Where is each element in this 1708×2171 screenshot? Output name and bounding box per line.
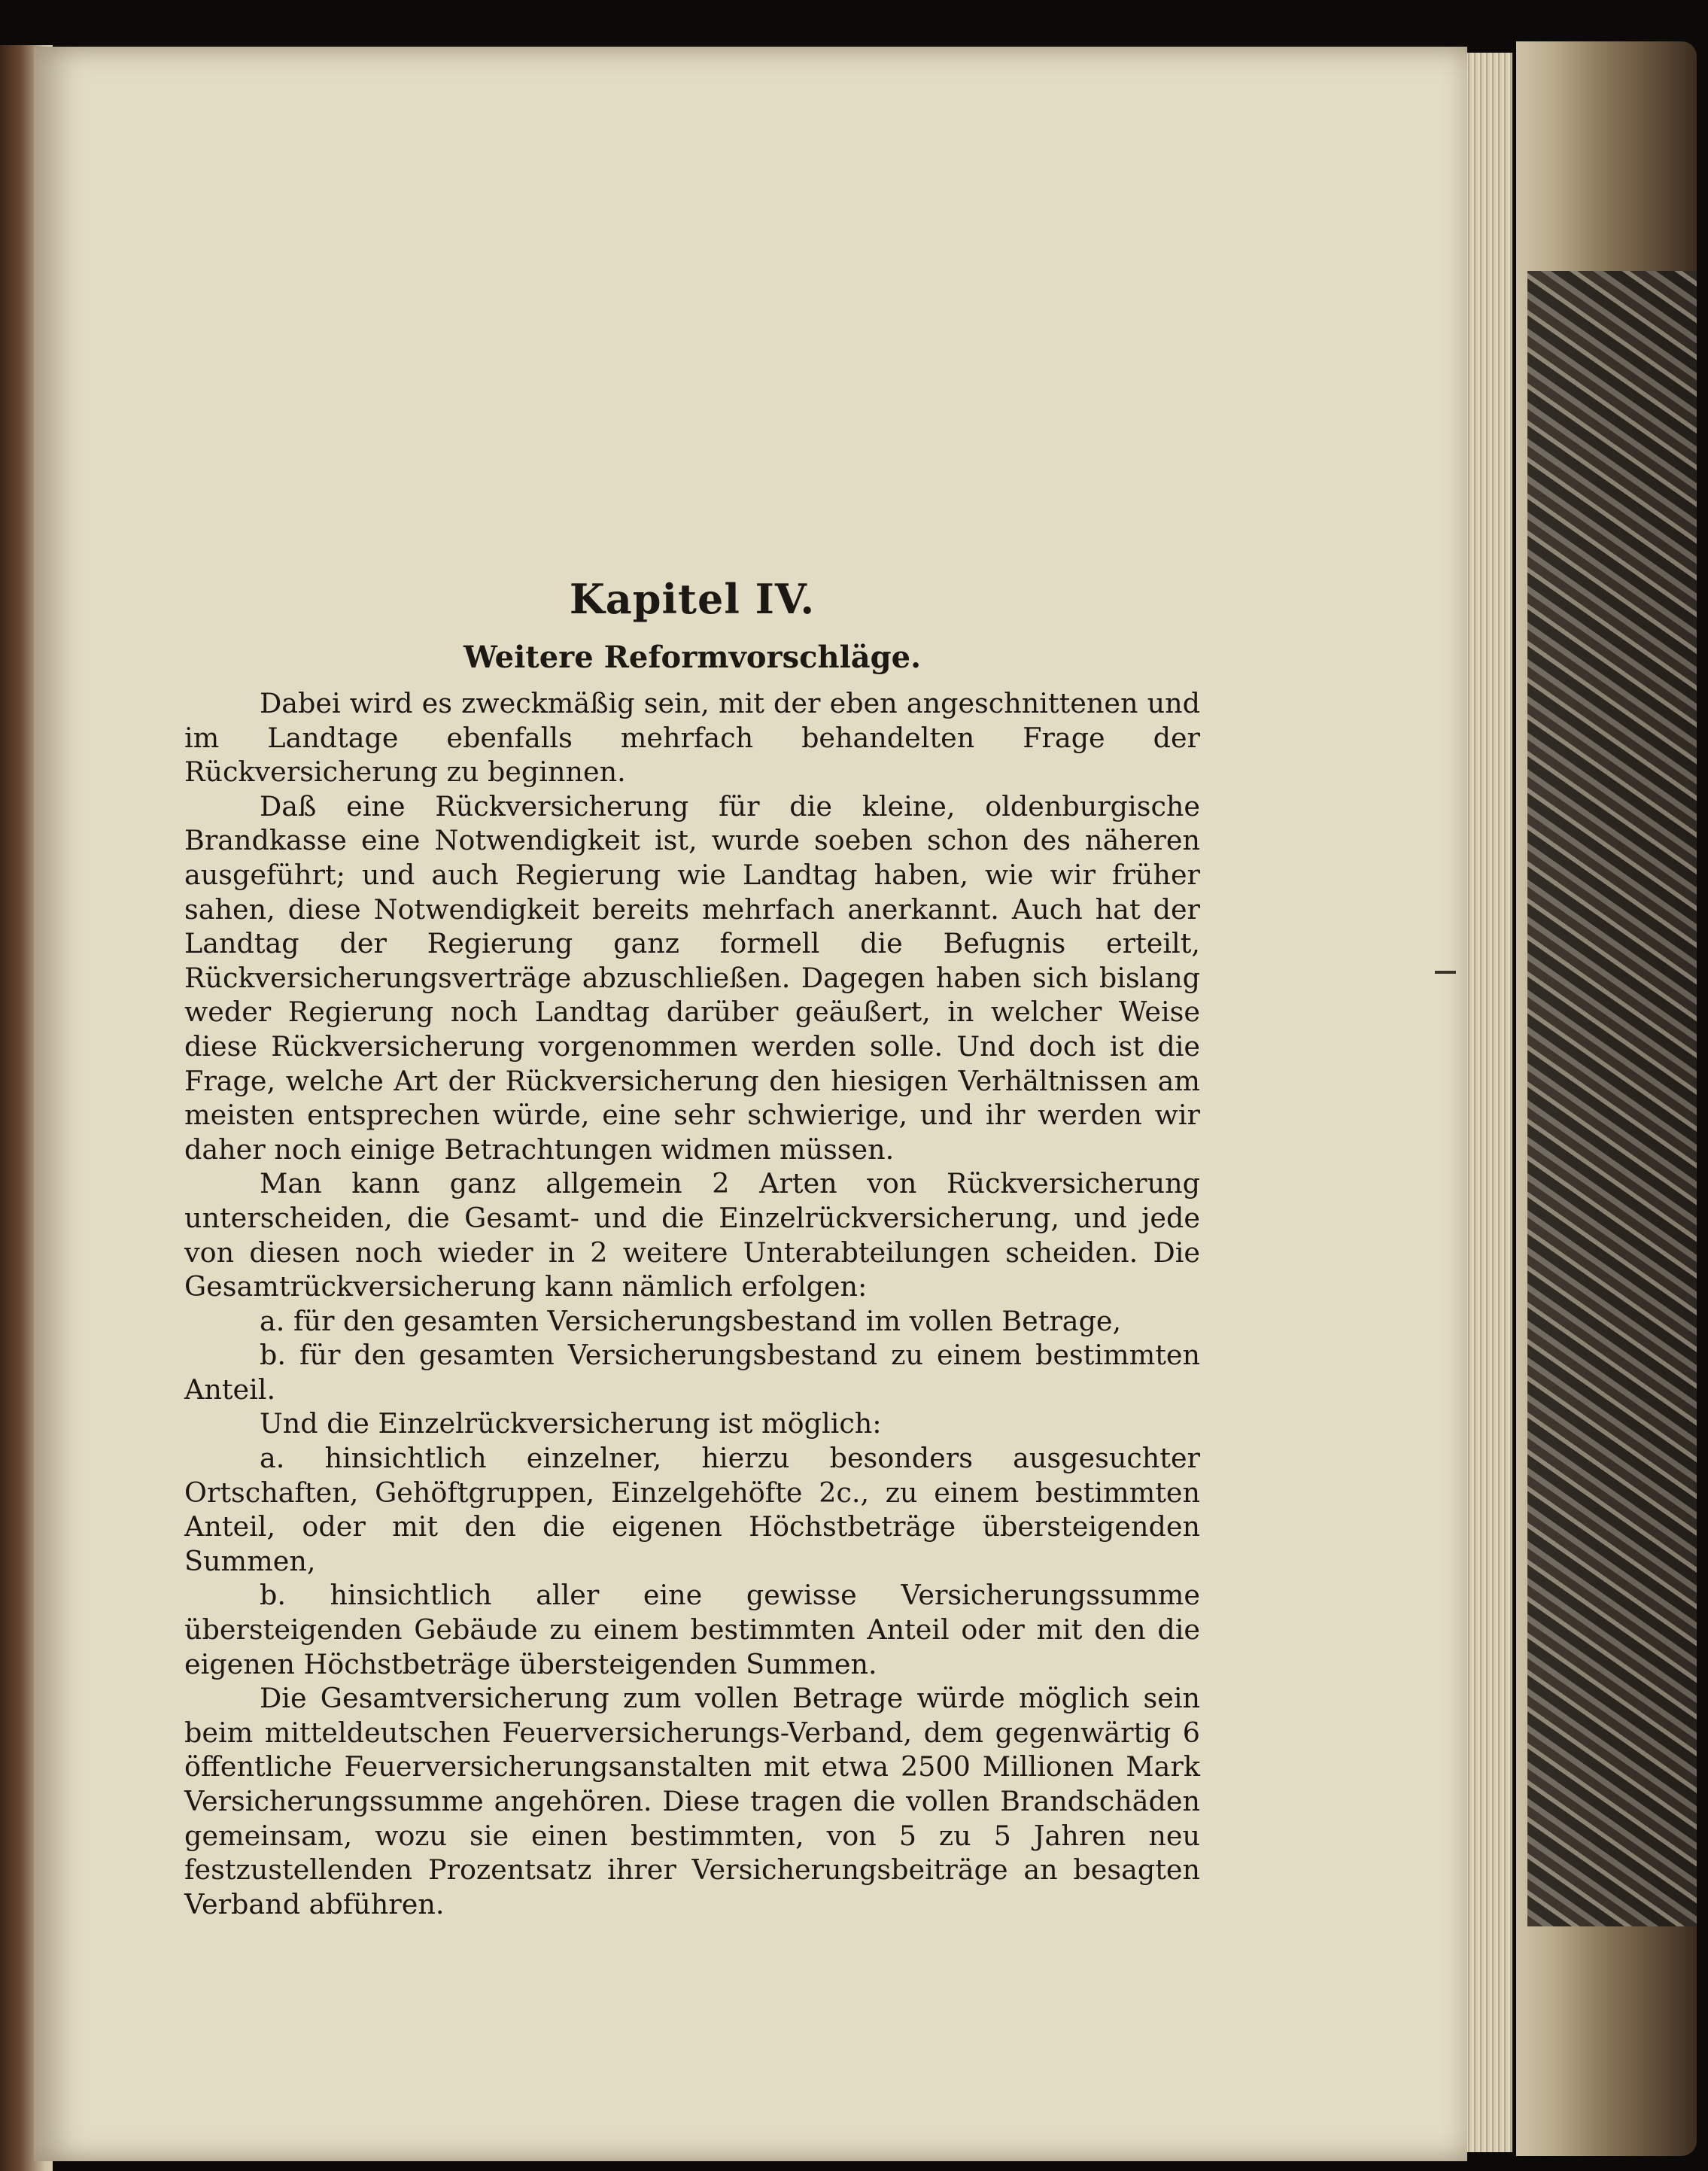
- marbled-endpaper: [1527, 271, 1697, 1926]
- page-stack-edges: [1460, 53, 1512, 2152]
- list-item-b-einzel: b. hinsichtlich aller eine gewisse Versicherungssumme übersteigenden Gebäude zu einem bestimmten Anteil oder mit den die eigenen Höchstbeträge übersteigenden Summen.: [184, 1579, 1200, 1680]
- paragraph-3: Man kann ganz allgemein 2 Arten von Rückversicherung unterscheiden, die Gesamt- und die Einzelrückversicherung, und jede von diesen noch wieder in 2 weitere Unterabteilungen scheiden. Die Gesamtrückversicherung kann nämlich erfolgen:: [184, 1167, 1200, 1303]
- chapter-heading: Kapitel IV.: [569, 575, 816, 623]
- list-item-a-gesamt: a. für den gesamten Versicherungsbestand im vollen Betrage,: [260, 1304, 1122, 1337]
- list-item-b-gesamt: b. für den gesamten Versicherungsbestand zu einem bestimmten Anteil.: [184, 1339, 1200, 1406]
- paragraph-gesamtversicherung: Die Gesamtversicherung zum vollen Betrage würde möglich sein beim mitteldeutschen Feuerversicherungs-Verband, dem gegenwärtig 6 öffentliche Feuerversicherungsanstalten mit etwa 2500 Millionen Mark Versicherungssumme angehören. Diese tragen die vollen Brandschäden gemeinsam, wozu sie einen bestimmten, von 5 zu 5 Jahren neu festzustellenden Prozentsatz ihrer Versicherungsbeiträge an besagten Verband abführen.: [184, 1682, 1200, 1920]
- margin-mark: [1435, 971, 1456, 974]
- page-text: [184, 572, 1200, 1921]
- list-item-a-einzel: a. hinsichtlich einzelner, hierzu besonders ausgesuchter Ortschaften, Gehöftgruppen, Einzelgehöfte 2c., zu einem bestimmten Anteil, oder mit den die eigenen Höchstbeträge übersteigenden Summen,: [184, 1442, 1200, 1577]
- paragraph-1: Dabei wird es zweckmäßig sein, mit der eben angeschnittenen und im Landtage ebenfalls mehrfach behandelten Frage der Rückversicherung zu beginnen.: [184, 687, 1200, 789]
- chapter-subtitle: Weitere Reformvorschläge.: [463, 640, 922, 675]
- paragraph-2: Daß eine Rückversicherung für die kleine, oldenburgische Brandkasse eine Notwendigkeit ist, wurde soeben schon des näheren ausgeführt; und auch Regierung wie Landtag haben, wie wir früher sahen, diese Notwendigkeit bereits mehrfach anerkannt. Auch hat der Landtag der Regierung ganz formell die Befugnis erteilt, Rückversicherungsverträge abzuschließen. Dagegen haben sich bislang weder Regierung noch Landtag darüber geäußert, in welcher Weise diese Rückversicherung vorgenommen werden solle. Und doch ist die Frage, welche Art der Rückversicherung den hiesigen Verhältnissen am meisten entsprechen würde, eine sehr schwierige, und ihr werden wir daher noch einige Betrachtungen widmen müssen.: [184, 789, 1200, 1166]
- paragraph-einzel-intro: Und die Einzelrückversicherung ist möglich:: [260, 1407, 882, 1440]
